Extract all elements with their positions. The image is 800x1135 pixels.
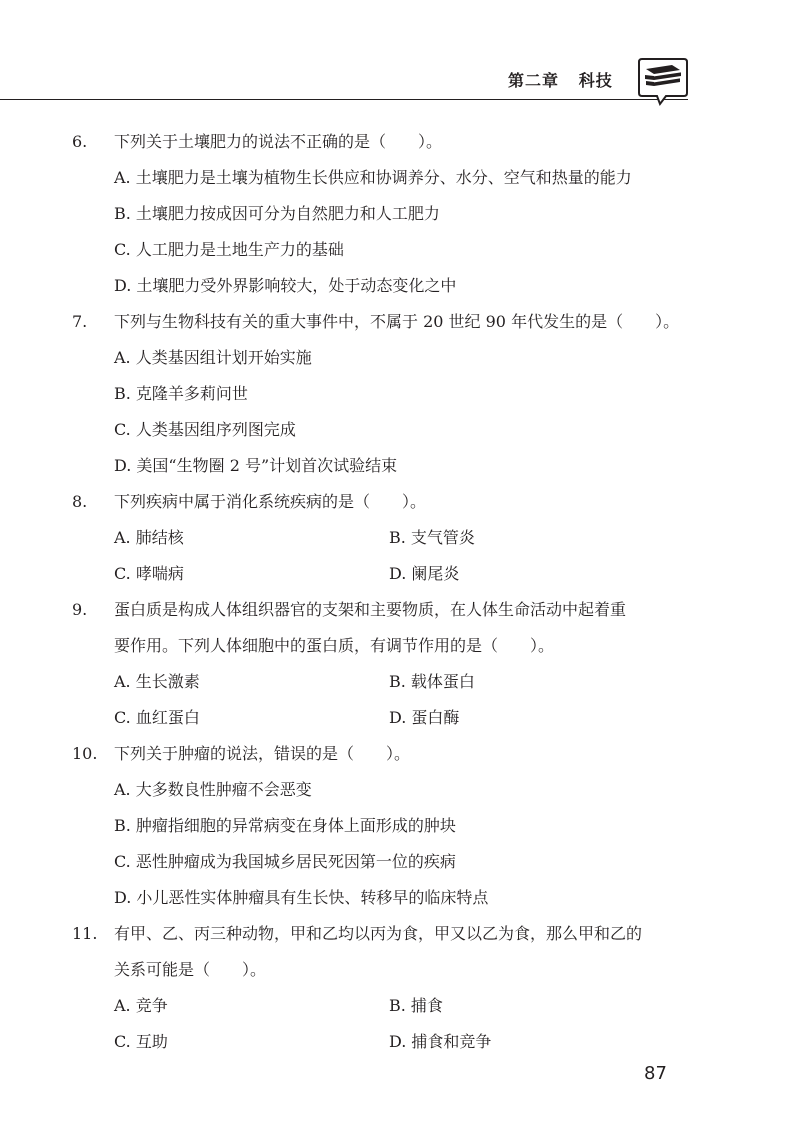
question-number: 9. bbox=[72, 600, 88, 619]
question-number: 10. bbox=[72, 744, 98, 763]
question-11 bbox=[72, 916, 712, 1060]
option-a: A. 人类基因组计划开始实施 bbox=[114, 348, 312, 367]
option-d: D. 阑尾炎 bbox=[389, 564, 460, 583]
question-number: 6. bbox=[72, 132, 88, 151]
option-c: C. 人工肥力是土地生产力的基础 bbox=[114, 240, 344, 259]
question-stem: 蛋白质是构成人体组织器官的支架和主要物质，在人体生命活动中起着重 bbox=[114, 600, 627, 619]
option-a: A. 土壤肥力是土壤为植物生长供应和协调养分、水分、空气和热量的能力 bbox=[114, 168, 632, 187]
option-d: D. 小儿恶性实体肿瘤具有生长快、转移早的临床特点 bbox=[114, 888, 489, 907]
question-stem: 下列关于肿瘤的说法，错误的是（ ）。 bbox=[114, 744, 411, 763]
option-c: C. 恶性肿瘤成为我国城乡居民死因第一位的疾病 bbox=[114, 852, 456, 871]
question-list bbox=[72, 124, 712, 1060]
option-d: D. 美国“生物圈 2 号”计划首次试验结束 bbox=[114, 456, 398, 475]
option-c: C. 哮喘病 bbox=[114, 564, 184, 583]
question-stem: 有甲、乙、丙三种动物，甲和乙均以丙为食，甲又以乙为食，那么甲和乙的 bbox=[114, 924, 643, 943]
option-b: B. 克隆羊多莉问世 bbox=[114, 384, 248, 403]
question-stem-continued: 关系可能是（ ）。 bbox=[114, 960, 267, 979]
option-a: A. 大多数良性肿瘤不会恶变 bbox=[114, 780, 312, 799]
option-a: A. 肺结核 bbox=[114, 528, 184, 547]
option-c: C. 血红蛋白 bbox=[114, 708, 200, 727]
question-stem: 下列与生物科技有关的重大事件中，不属于 20 世纪 90 年代发生的是（ ）。 bbox=[114, 312, 680, 331]
option-d: D. 土壤肥力受外界影响较大，处于动态变化之中 bbox=[114, 276, 457, 295]
option-b: B. 土壤肥力按成因可分为自然肥力和人工肥力 bbox=[114, 204, 440, 223]
question-stem: 下列关于土壤肥力的说法不正确的是（ ）。 bbox=[114, 132, 443, 151]
chapter-title: 第二章 科技 bbox=[508, 71, 613, 90]
option-b: B. 肿瘤指细胞的异常病变在身体上面形成的肿块 bbox=[114, 816, 456, 835]
header-rule bbox=[0, 99, 688, 100]
option-b: B. 载体蛋白 bbox=[389, 672, 475, 691]
question-9 bbox=[72, 592, 712, 736]
option-d: D. 蛋白酶 bbox=[389, 708, 460, 727]
option-a: A. 竞争 bbox=[114, 996, 168, 1015]
page-number: 87 bbox=[644, 1063, 667, 1084]
question-number: 7. bbox=[72, 312, 88, 331]
option-b: B. 支气管炎 bbox=[389, 528, 475, 547]
question-stem: 下列疾病中属于消化系统疾病的是（ ）。 bbox=[114, 492, 427, 511]
question-6 bbox=[72, 124, 712, 304]
option-c: C. 人类基因组序列图完成 bbox=[114, 420, 296, 439]
question-number: 11. bbox=[72, 924, 98, 943]
option-a: A. 生长激素 bbox=[114, 672, 200, 691]
option-c: C. 互助 bbox=[114, 1032, 168, 1051]
question-7 bbox=[72, 304, 712, 484]
question-stem-continued: 要作用。下列人体细胞中的蛋白质，有调节作用的是（ ）。 bbox=[114, 636, 555, 655]
question-8 bbox=[72, 484, 712, 592]
book-stack-icon bbox=[636, 55, 690, 107]
option-b: B. 捕食 bbox=[389, 996, 443, 1015]
question-number: 8. bbox=[72, 492, 88, 511]
option-d: D. 捕食和竞争 bbox=[389, 1032, 492, 1051]
question-10 bbox=[72, 736, 712, 916]
